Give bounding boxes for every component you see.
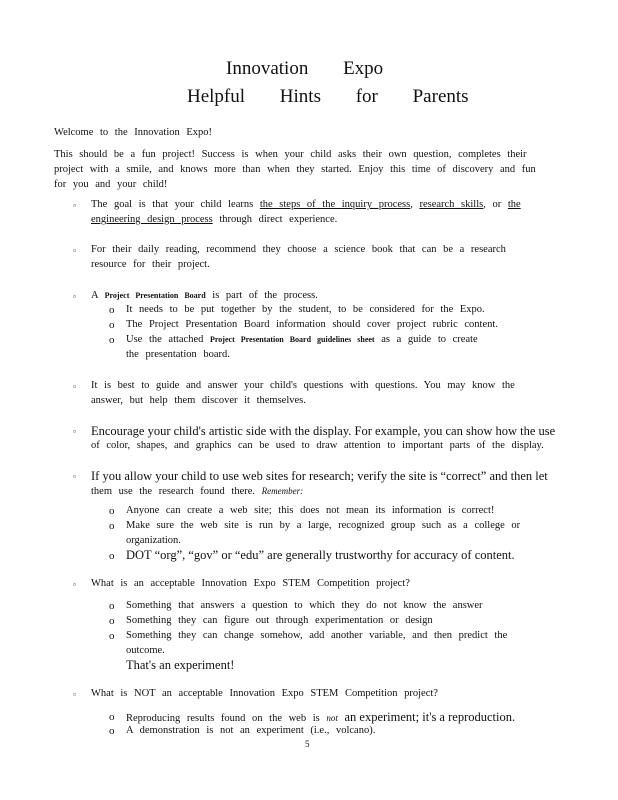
sub-bullet-icon: o: [109, 304, 115, 316]
title-line-2: Helpful Hints for Parents: [187, 86, 469, 107]
bullet-5-line-2: of color, shapes, and graphics can be used to draw attention to important parts of the display.: [91, 440, 544, 451]
bullet-1-comma: ,: [410, 199, 420, 210]
page-number: 5: [305, 739, 310, 749]
research-skills-link[interactable]: research skills: [419, 199, 484, 210]
bullet-1-post: through direct experience.: [212, 214, 338, 225]
bullet-icon: ▫: [73, 292, 76, 301]
bullet-1-pre: The goal is that your child learns: [91, 199, 254, 210]
bullet-3-sub-3-pre: Use the attached: [126, 334, 204, 345]
bullet-6-line-2-text: them use the research found there.: [91, 486, 256, 497]
bullet-4-line-2: answer, but help them discover it themselves.: [91, 395, 306, 406]
sub-bullet-icon: o: [109, 725, 115, 737]
sub-bullet-icon: o: [109, 550, 115, 562]
title-line-1: Innovation Expo: [226, 58, 384, 79]
bullet-icon: ▫: [73, 472, 76, 481]
sub-bullet-icon: o: [109, 334, 115, 346]
remember-label: Remember:: [261, 486, 304, 496]
sub-bullet-icon: o: [109, 630, 115, 642]
bullet-8-sub-1-pre: Reproducing results found on the web is: [126, 713, 320, 724]
sub-bullet-icon: o: [109, 600, 115, 612]
bullet-icon: ▫: [73, 246, 76, 255]
bullet-3-sub-3-cont: the presentation board.: [126, 349, 230, 360]
bullet-2-line-2: resource for their project.: [91, 259, 210, 270]
bullet-icon: ▫: [73, 580, 76, 589]
bullet-5-line-1: Encourage your child's artistic side with the display. For example, you can show how the use: [91, 424, 556, 438]
intro-line-1: This should be a fun project! Success is when your child asks their own question, completes their: [54, 149, 527, 160]
bullet-icon: ▫: [73, 201, 76, 210]
bullet-1-line-2: [91, 214, 337, 225]
bullet-6-line-2: [91, 486, 303, 497]
sub-bullet-icon: o: [109, 319, 115, 331]
sub-bullet-icon: o: [109, 505, 115, 517]
bullet-6-line-1: If you allow your child to use web sites for research; verify the site is “correct” and then let: [91, 469, 548, 483]
bullet-3-sub-3: [126, 334, 478, 345]
bullet-3-sub-2: The Project Presentation Board information should cover project rubric content.: [126, 319, 498, 330]
not-emphasis: not: [326, 713, 338, 723]
bullet-4-line-1: It is best to guide and answer your child's questions with questions. You may know the: [91, 380, 515, 391]
bullet-3-a: A: [91, 290, 99, 301]
bullet-8-sub-1-post: an experiment; it's a reproduction.: [344, 710, 516, 724]
bullet-7-sub-2: Something they can figure out through experimentation or design: [126, 615, 433, 626]
bullet-icon: ▫: [73, 690, 76, 699]
bullet-3-rest: is part of the process.: [205, 290, 318, 301]
intro-line-3: for you and your child!: [54, 179, 168, 190]
bullet-8-sub-1: [126, 710, 515, 725]
bullet-7-head: What is an acceptable Innovation Expo STEM Competition project?: [91, 578, 410, 589]
bullet-3-sub-3-post: as a guide to create: [381, 334, 478, 345]
sub-bullet-icon: o: [109, 615, 115, 627]
bullet-6-sub-2: Make sure the web site is run by a large, recognized group such as a college or: [126, 520, 521, 531]
bullet-icon: ▫: [73, 427, 76, 436]
engineering-design-link[interactable]: engineering design process: [91, 214, 213, 225]
bullet-7-sub-3: Something they can change somehow, add another variable, and then predict the: [126, 630, 508, 641]
bullet-icon: ▫: [73, 382, 76, 391]
bullet-6-sub-3: DOT “org”, “gov” or “edu” are generally trustworthy for accuracy of content.: [126, 548, 515, 562]
inquiry-process-link[interactable]: the steps of the inquiry process: [259, 199, 411, 210]
bullet-8-head: What is NOT an acceptable Innovation Expo STEM Competition project?: [91, 688, 438, 699]
bullet-3-sub-1: It needs to be put together by the student, to be considered for the Expo.: [126, 304, 485, 315]
bullet-1-or: , or: [483, 199, 502, 210]
sub-bullet-icon: o: [109, 711, 115, 723]
bullet-7-sub-3-cont: outcome.: [126, 645, 165, 656]
welcome-line: Welcome to the Innovation Expo!: [54, 127, 213, 138]
bullet-8-sub-2: A demonstration is not an experiment (i.e., volcano).: [126, 725, 376, 736]
guidelines-sheet-label: Project Presentation Board guidelines sheet: [210, 335, 375, 344]
bullet-6-sub-1: Anyone can create a web site; this does not mean its information is correct!: [126, 505, 495, 516]
bullet-6-sub-2-cont: organization.: [126, 535, 181, 546]
presentation-board-label: Project Presentation Board: [104, 291, 206, 300]
engineering-design-link-start[interactable]: the: [507, 199, 521, 210]
bullet-7-sub-1: Something that answers a question to which they do not know the answer: [126, 600, 483, 611]
bullet-1-line-1: [91, 199, 521, 210]
intro-line-2: project with a smile, and knows more than when they started. Enjoy this time of discovery and fun: [54, 164, 536, 175]
sub-bullet-icon: o: [109, 520, 115, 532]
bullet-2-line-1: For their daily reading, recommend they choose a science book that can be a research: [91, 244, 506, 255]
bullet-3-line: [91, 290, 318, 301]
experiment-callout: That's an experiment!: [126, 658, 235, 672]
